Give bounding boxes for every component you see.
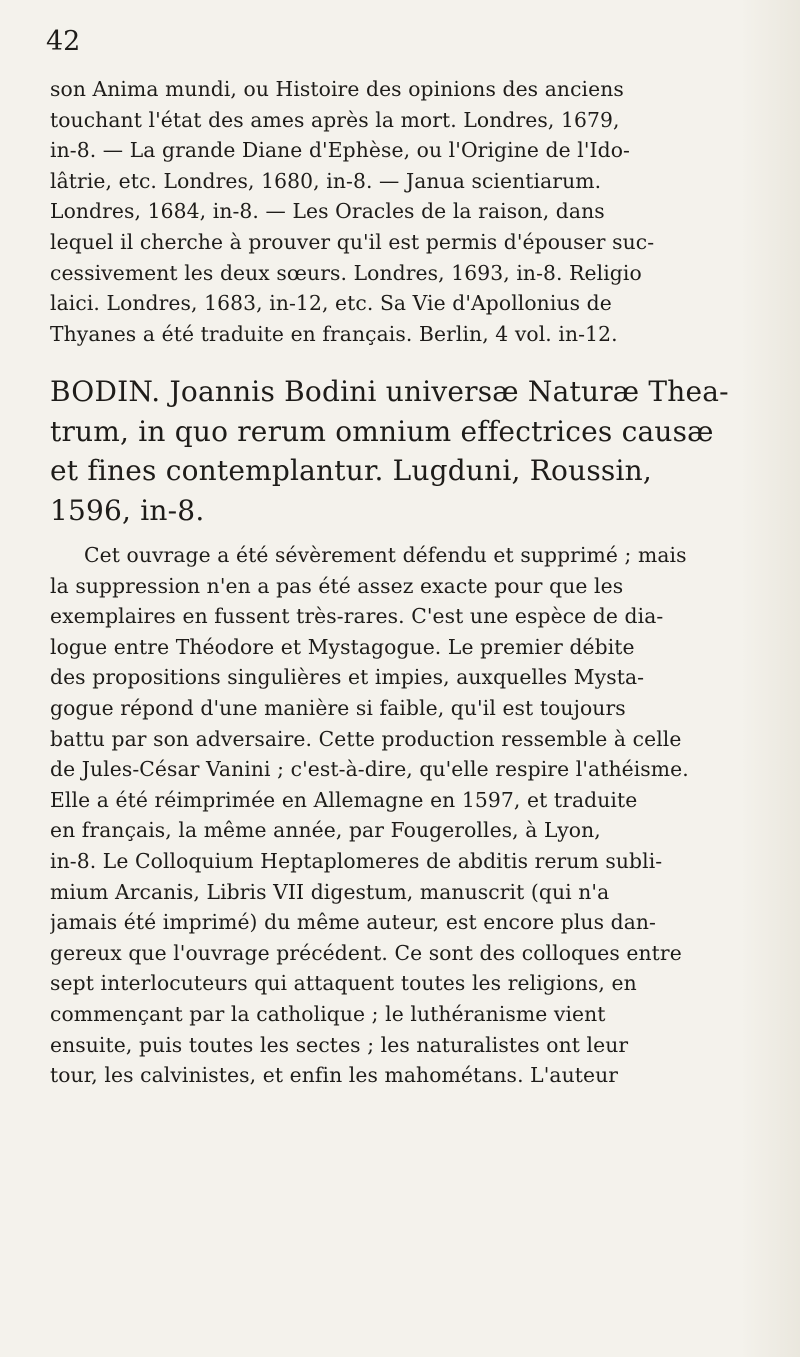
text-line: ensuite, puis toutes les sectes ; les naturalistes ont leur: [50, 1032, 629, 1057]
paragraph-continued: [50, 74, 770, 349]
text-line: exemplaires en fussent très-rares. C'est une espèce de dia-: [50, 604, 664, 629]
text-line: gogue répond d'une manière si faible, qu'il est toujours: [50, 695, 626, 720]
text-line: jamais été imprimé) du même auteur, est encore plus dan-: [50, 910, 657, 935]
text-line: logue entre Théodore et Mystagogue. Le premier débite: [50, 634, 635, 659]
text-line: battu par son adversaire. Cette production ressemble à celle: [50, 726, 682, 751]
text-line: lequel il cherche à prouver qu'il est permis d'épouser suc-: [50, 229, 655, 254]
text-line: in-8. Le Colloquium Heptaplomeres de abditis rerum subli-: [50, 848, 663, 873]
text-line: Thyanes a été traduite en français. Berlin, 4 vol. in-12.: [50, 321, 618, 346]
text-line: lâtrie, etc. Londres, 1680, in-8. — Janua scientiarum.: [50, 168, 602, 193]
text-line: cessivement les deux sœurs. Londres, 1693, in-8. Religio: [50, 260, 642, 285]
text-line: commençant par la catholique ; le luthéranisme vient: [50, 1001, 606, 1026]
text-line: la suppression n'en a pas été assez exacte pour que les: [50, 573, 624, 598]
bodin-commentary: [50, 540, 770, 1091]
entry-line: et fines contemplantur. Lugduni, Roussin,: [50, 454, 652, 487]
text-line: des propositions singulières et impies, auxquelles Mysta-: [50, 665, 645, 690]
text-line: laici. Londres, 1683, in-12, etc. Sa Vie d'Apollonius de: [50, 291, 612, 316]
page-edge-shading: [740, 0, 800, 1357]
text-line: Londres, 1684, in-8. — Les Oracles de la raison, dans: [50, 199, 605, 224]
text-line: en français, la même année, par Fougerolles, à Lyon,: [50, 818, 601, 843]
page-number: 42: [46, 26, 81, 57]
text-line: mium Arcanis, Libris VII digestum, manuscrit (qui n'a: [50, 879, 610, 904]
entry-line: BODIN. Joannis Bodini universæ Naturæ Thea-: [50, 375, 729, 408]
text-line: touchant l'état des ames après la mort. Londres, 1679,: [50, 107, 620, 132]
text-line: Cet ouvrage a été sévèrement défendu et supprimé ; mais: [84, 543, 687, 567]
bodin-entry-heading: [50, 372, 770, 530]
entry-line: trum, in quo rerum omnium effectrices causæ: [50, 414, 714, 448]
text-line: tour, les calvinistes, et enfin les mahométans. L'auteur: [50, 1063, 619, 1088]
text-line: sept interlocuteurs qui attaquent toutes les religions, en: [50, 971, 637, 996]
text-line: son Anima mundi, ou Histoire des opinions des anciens: [50, 77, 624, 101]
entry-line: 1596, in-8.: [50, 493, 205, 527]
text-line: de Jules-César Vanini ; c'est-à-dire, qu'elle respire l'athéisme.: [50, 757, 689, 782]
text-line: in-8. — La grande Diane d'Ephèse, ou l'Origine de l'Ido-: [50, 138, 630, 163]
text-line: gereux que l'ouvrage précédent. Ce sont des colloques entre: [50, 940, 682, 965]
text-line: Elle a été réimprimée en Allemagne en 1597, et traduite: [50, 787, 638, 812]
